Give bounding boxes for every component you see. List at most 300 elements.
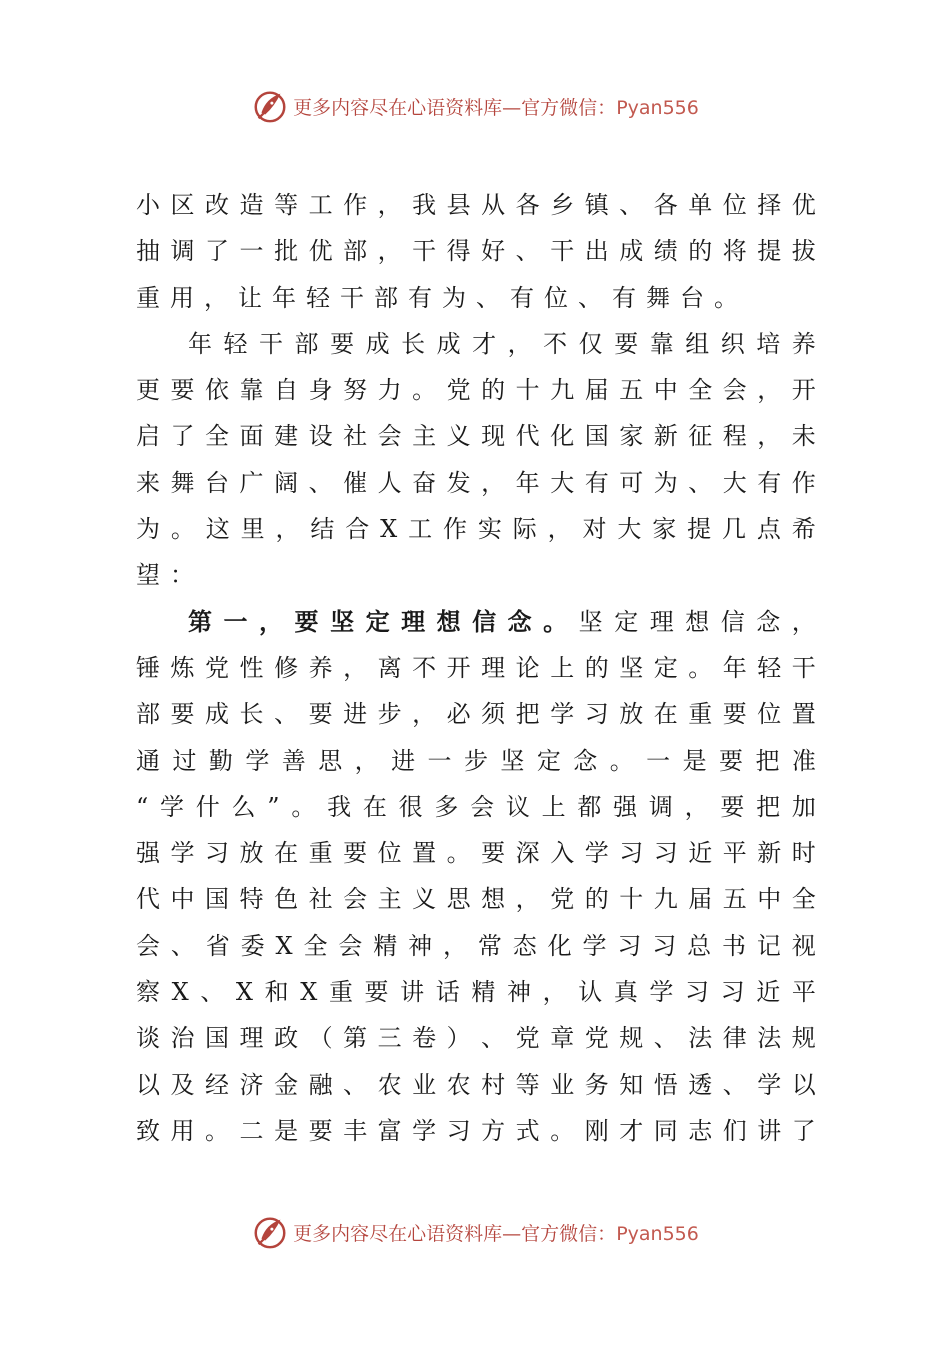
text-char: 及 [170, 1070, 195, 1099]
text-char: 可 [619, 468, 644, 497]
text-char: 靠 [239, 376, 264, 405]
text-char: 学 [584, 839, 609, 868]
text-char: X [380, 515, 398, 544]
text-char: 。 [412, 376, 437, 405]
text-char: 干 [259, 329, 284, 358]
bold-heading-char: 第 [188, 606, 212, 636]
text-char: 悟 [653, 1070, 678, 1099]
text-char: 工 [408, 515, 433, 544]
text-char: 融 [308, 1070, 333, 1099]
text-char: 台 [205, 468, 230, 497]
text-char: 仅 [578, 329, 603, 358]
text-char: 要 [722, 700, 747, 729]
text-char: 重 [308, 839, 333, 868]
text-char: 、 [481, 1024, 506, 1053]
text-char: 委 [240, 931, 265, 960]
bold-heading-char: 理 [401, 606, 426, 636]
text-char: 养 [791, 329, 816, 358]
text-char: 位 [722, 191, 747, 219]
text-char: 念 [573, 746, 598, 775]
text-char: 习 [446, 1116, 471, 1145]
text-char: 勤 [208, 746, 233, 775]
text-char: 离 [377, 653, 402, 682]
banner-wechat-id: Pyan556 [616, 96, 699, 119]
text-char: 要 [614, 329, 639, 358]
text-char: 富 [377, 1116, 402, 1145]
text-char: 里 [240, 515, 265, 544]
text-char: 。 [688, 653, 713, 682]
text-char: 优 [308, 237, 333, 266]
text-char: 结 [310, 515, 335, 544]
text-char: 的 [584, 885, 609, 914]
text-char: 阔 [274, 468, 299, 497]
text-char: 思 [446, 885, 471, 914]
text-char: 念 [756, 607, 781, 636]
text-char: 特 [239, 885, 264, 914]
text-char: 坚 [500, 746, 525, 775]
text-char: 调 [170, 237, 195, 266]
text-char: 时 [791, 839, 816, 868]
text-char: 有 [584, 468, 609, 497]
text-char: 坚 [578, 607, 603, 636]
text-char: 和 [264, 978, 289, 1007]
text-char: 学 [245, 746, 270, 775]
text-char: 新 [757, 839, 782, 868]
bold-heading-char: 定 [365, 606, 390, 636]
text-char: 干 [550, 237, 575, 266]
text-char: 、 [653, 1024, 678, 1053]
text-char: 谈 [136, 1024, 160, 1053]
text-char: 改 [205, 191, 230, 219]
bold-heading-char: ， [259, 606, 284, 636]
banner-text [293, 93, 699, 120]
text-char: 将 [722, 237, 747, 266]
text-char: 中 [170, 885, 195, 914]
text-char: 习 [205, 839, 230, 868]
text-char: 长 [401, 329, 426, 358]
text-char: 、 [308, 468, 333, 497]
text-char: 法 [757, 1024, 782, 1053]
text-line [136, 784, 816, 830]
text-char: 义 [412, 885, 437, 914]
text-char: 性 [239, 653, 264, 682]
text-char: 中 [653, 376, 678, 405]
text-char: 很 [398, 792, 423, 821]
text-char: 轻 [757, 653, 782, 682]
text-char: 思 [318, 746, 343, 775]
text-char: 置 [791, 700, 816, 729]
text-char: 会 [343, 885, 368, 914]
text-char: 各 [515, 191, 540, 219]
text-char: 。 [446, 839, 471, 868]
text-char: 要 [308, 1116, 333, 1145]
text-char: 才 [472, 329, 497, 358]
text-char: 组 [685, 329, 710, 358]
text-char: 部 [374, 283, 398, 312]
text-char: 作 [791, 468, 816, 497]
text-char: 志 [688, 1116, 713, 1145]
text-char: 抽 [136, 237, 160, 266]
text-line [136, 275, 816, 321]
text-char: 大 [617, 515, 642, 544]
text-char: 、 [515, 237, 540, 266]
text-line [136, 552, 816, 598]
text-char: 不 [412, 653, 437, 682]
text-char: 五 [722, 885, 747, 914]
text-line [136, 506, 816, 552]
text-char: 书 [721, 931, 746, 960]
text-line [136, 830, 816, 876]
text-char: 深 [515, 839, 540, 868]
text-char: ” [267, 792, 280, 821]
text-char: 律 [722, 1024, 747, 1053]
text-char: 让 [238, 283, 262, 312]
text-char: X [171, 978, 189, 1007]
text-char: 学 [550, 700, 575, 729]
text-char: 代 [515, 422, 540, 451]
text-char: 出 [584, 237, 609, 266]
text-line [136, 413, 816, 459]
text-char: 绩 [653, 237, 678, 266]
bold-heading-char: 信 [472, 606, 497, 636]
text-char: 近 [688, 839, 713, 868]
text-char: 认 [578, 978, 603, 1007]
text-char: 面 [239, 422, 264, 451]
text-char: 用 [170, 283, 194, 312]
text-char: 织 [720, 329, 745, 358]
text-char: X [275, 931, 293, 960]
text-char: 望 [136, 561, 160, 590]
text-char: 以 [791, 1070, 816, 1099]
text-char: 拔 [791, 237, 816, 266]
text-char: 县 [446, 191, 471, 219]
text-char: 用 [170, 1116, 195, 1145]
text-char: ， [684, 792, 709, 821]
text-char: 部 [136, 700, 160, 729]
text-char: 把 [756, 792, 781, 821]
text-char: 实 [477, 515, 502, 544]
bold-heading-char: 想 [436, 606, 461, 636]
text-char: 修 [274, 653, 299, 682]
text-char: “ [136, 792, 149, 821]
text-char: 党 [550, 885, 575, 914]
text-char: 未 [791, 422, 816, 451]
text-line [136, 321, 816, 367]
text-char: 全 [205, 422, 230, 451]
text-char: 议 [505, 792, 530, 821]
text-char: 届 [584, 376, 609, 405]
text-char: ） [446, 1024, 471, 1053]
text-char: 神 [408, 931, 433, 960]
text-char: 过 [172, 746, 197, 775]
text-char: 培 [756, 329, 781, 358]
text-char: 开 [446, 653, 471, 682]
text-char: 合 [345, 515, 370, 544]
text-char: 有 [408, 283, 432, 312]
text-char: 农 [446, 1070, 471, 1099]
text-char: 化 [547, 931, 572, 960]
text-char: ， [757, 376, 782, 405]
text-char: 部 [343, 237, 368, 266]
text-char: 十 [619, 885, 644, 914]
text-char: 准 [791, 746, 816, 775]
text-char: 位 [544, 283, 568, 312]
text-char: 区 [170, 191, 195, 219]
text-char: 视 [791, 931, 816, 960]
text-char: 为 [136, 515, 160, 544]
text-char: 主 [412, 422, 437, 451]
text-line [136, 923, 816, 969]
text-char: 农 [377, 1070, 402, 1099]
text-char: 要 [343, 839, 368, 868]
text-char: 政 [274, 1024, 299, 1053]
text-char: 际 [512, 515, 537, 544]
text-char: 位 [377, 839, 402, 868]
text-char: 规 [619, 1024, 644, 1053]
text-char: 、 [200, 978, 225, 1007]
text-char: ， [507, 329, 532, 358]
text-char: 。 [550, 1116, 575, 1145]
text-char: ， [377, 237, 402, 266]
text-char: 优 [791, 191, 816, 219]
text-char: 干 [412, 237, 437, 266]
text-char: 好 [481, 237, 506, 266]
text-char: 的 [688, 237, 713, 266]
text-char: 学 [649, 978, 674, 1007]
text-char: 舞 [646, 283, 670, 312]
text-char: 乡 [550, 191, 575, 219]
text-char: 干 [340, 283, 364, 312]
text-char: 省 [205, 931, 230, 960]
text-char: 一 [239, 237, 264, 266]
text-char: 会 [136, 931, 160, 960]
text-char: 规 [791, 1024, 816, 1053]
bold-heading-char: 要 [294, 606, 319, 636]
text-char: 了 [170, 422, 195, 451]
text-char: 年 [188, 329, 212, 358]
text-char: 主 [377, 885, 402, 914]
text-line [136, 1015, 816, 1061]
text-char: 务 [584, 1070, 609, 1099]
text-char: 色 [274, 885, 299, 914]
text-char: 重 [328, 978, 353, 1007]
banner-wechat-label: 官方微信： [521, 96, 617, 119]
text-char: 加 [791, 792, 816, 821]
text-char: 中 [757, 885, 782, 914]
text-char: 五 [619, 376, 644, 405]
text-char: 多 [434, 792, 459, 821]
text-char: 置 [412, 839, 437, 868]
text-char: 批 [274, 237, 299, 266]
text-char: 调 [648, 792, 673, 821]
text-char: 义 [446, 422, 471, 451]
text-char: ， [542, 978, 567, 1007]
text-char: ， [757, 422, 782, 451]
text-char: 要 [719, 746, 743, 775]
footer-banner [0, 1210, 950, 1254]
text-char: 金 [274, 1070, 299, 1099]
text-char: 习 [617, 931, 642, 960]
text-char: 。 [291, 792, 316, 821]
text-char: 经 [205, 1070, 230, 1099]
text-line [136, 599, 816, 645]
text-char: 党 [205, 653, 230, 682]
text-char: 努 [343, 376, 368, 405]
text-char: 位 [757, 700, 782, 729]
text-char: 党 [584, 1024, 609, 1053]
text-char: 定 [614, 607, 639, 636]
text-char: 国 [205, 885, 230, 914]
text-char: 台 [680, 283, 704, 312]
text-char: （ [308, 1024, 333, 1053]
text-char: 论 [515, 653, 540, 682]
text-line [136, 876, 816, 922]
text-char: 全 [688, 376, 713, 405]
text-char: 广 [239, 468, 264, 497]
text-char: 催 [343, 468, 368, 497]
text-line [136, 1108, 816, 1154]
bold-heading-char: 念 [507, 606, 532, 636]
text-char: 放 [619, 700, 644, 729]
text-char: 。 [714, 283, 738, 312]
text-char: 精 [471, 978, 496, 1007]
text-char: ， [442, 931, 467, 960]
text-char: 、 [476, 283, 500, 312]
text-char: 征 [688, 422, 713, 451]
text-char: 必 [446, 700, 471, 729]
text-char: 会 [470, 792, 495, 821]
text-char: 方 [481, 1116, 506, 1145]
text-char: 们 [722, 1116, 747, 1145]
text-char: 得 [446, 237, 471, 266]
text-char: 大 [722, 468, 747, 497]
text-char: 治 [170, 1024, 195, 1053]
text-char: 成 [365, 329, 390, 358]
text-char: 化 [550, 422, 575, 451]
text-char: 把 [755, 746, 780, 775]
text-char: 二 [239, 1116, 264, 1145]
text-char: 程 [722, 422, 747, 451]
text-char: 九 [653, 885, 678, 914]
text-char: 家 [619, 422, 644, 451]
text-char: 我 [327, 792, 352, 821]
text-char: 、 [688, 468, 713, 497]
text-char: 力 [377, 376, 402, 405]
text-char: 在 [362, 792, 387, 821]
text-char: 届 [688, 885, 713, 914]
text-line [136, 969, 816, 1015]
text-char: 的 [481, 376, 506, 405]
text-char: 讲 [400, 978, 425, 1007]
text-char: ， [412, 700, 437, 729]
banner-separator: — [502, 96, 522, 119]
text-char: 坚 [619, 653, 644, 682]
text-char: 为 [653, 468, 678, 497]
text-char: 党 [446, 376, 471, 405]
text-char: 业 [412, 1070, 437, 1099]
text-char: 记 [756, 931, 781, 960]
text-char: 习 [584, 700, 609, 729]
text-char: 定 [653, 653, 678, 682]
text-char: 一 [427, 746, 452, 775]
text-char: 致 [136, 1116, 160, 1145]
text-char: 开 [791, 376, 816, 405]
text-char: 三 [377, 1024, 402, 1053]
text-char: 、 [274, 700, 299, 729]
text-char: 什 [195, 792, 220, 821]
text-char: 设 [308, 422, 333, 451]
text-char: 轻 [223, 329, 248, 358]
text-char: 透 [688, 1070, 713, 1099]
text-char: 来 [136, 468, 160, 497]
text-char: 学 [160, 792, 185, 821]
text-char: ， [515, 885, 540, 914]
text-char: ， [481, 468, 506, 497]
text-char: 更 [136, 376, 160, 405]
text-char: 要 [170, 376, 195, 405]
text-char: 锤 [136, 653, 160, 682]
text-char: 有 [757, 468, 782, 497]
text-char: 强 [136, 839, 160, 868]
text-char: 部 [294, 329, 319, 358]
text-line [136, 460, 816, 506]
text-char: 各 [653, 191, 678, 219]
text-char: 干 [791, 653, 816, 682]
text-char: 重 [688, 700, 713, 729]
text-char: 全 [791, 885, 816, 914]
text-char: 社 [308, 885, 333, 914]
text-char: 近 [756, 978, 781, 1007]
text-char: ， [377, 191, 402, 219]
text-char: 都 [577, 792, 602, 821]
text-char: 村 [481, 1070, 506, 1099]
text-char: 几 [721, 515, 746, 544]
text-char: 么 [231, 792, 256, 821]
text-char: 济 [239, 1070, 264, 1099]
text-char: 镇 [584, 191, 609, 219]
text-char: 要 [481, 839, 506, 868]
text-char: 年 [272, 283, 296, 312]
text-char: 要 [308, 700, 333, 729]
text-char: 步 [377, 700, 402, 729]
text-char: 常 [477, 931, 502, 960]
text-char: ， [343, 653, 368, 682]
text-char: 想 [481, 885, 506, 914]
text-char: 须 [481, 700, 506, 729]
text-char: 丰 [343, 1116, 368, 1145]
text-char: 炼 [170, 653, 195, 682]
text-char: 全 [303, 931, 328, 960]
text-char: 真 [613, 978, 638, 1007]
text-char: 代 [136, 885, 160, 914]
pen-nib-logo-icon [251, 87, 289, 125]
text-char: 舞 [170, 468, 195, 497]
text-char: 进 [391, 746, 416, 775]
text-char: 养 [308, 653, 333, 682]
text-char: 、 [343, 1070, 368, 1099]
text-char: 是 [274, 1116, 299, 1145]
text-char: 。 [609, 746, 634, 775]
banner-wechat-id: Pyan556 [616, 1222, 699, 1245]
text-char: 讲 [757, 1116, 782, 1145]
text-char: ， [275, 515, 300, 544]
bold-heading-char: 。 [543, 606, 568, 636]
banner-separator: — [502, 1222, 522, 1245]
text-char: 人 [377, 468, 402, 497]
text-char: ， [354, 746, 379, 775]
text-line [136, 182, 816, 228]
text-char: 式 [515, 1116, 540, 1145]
